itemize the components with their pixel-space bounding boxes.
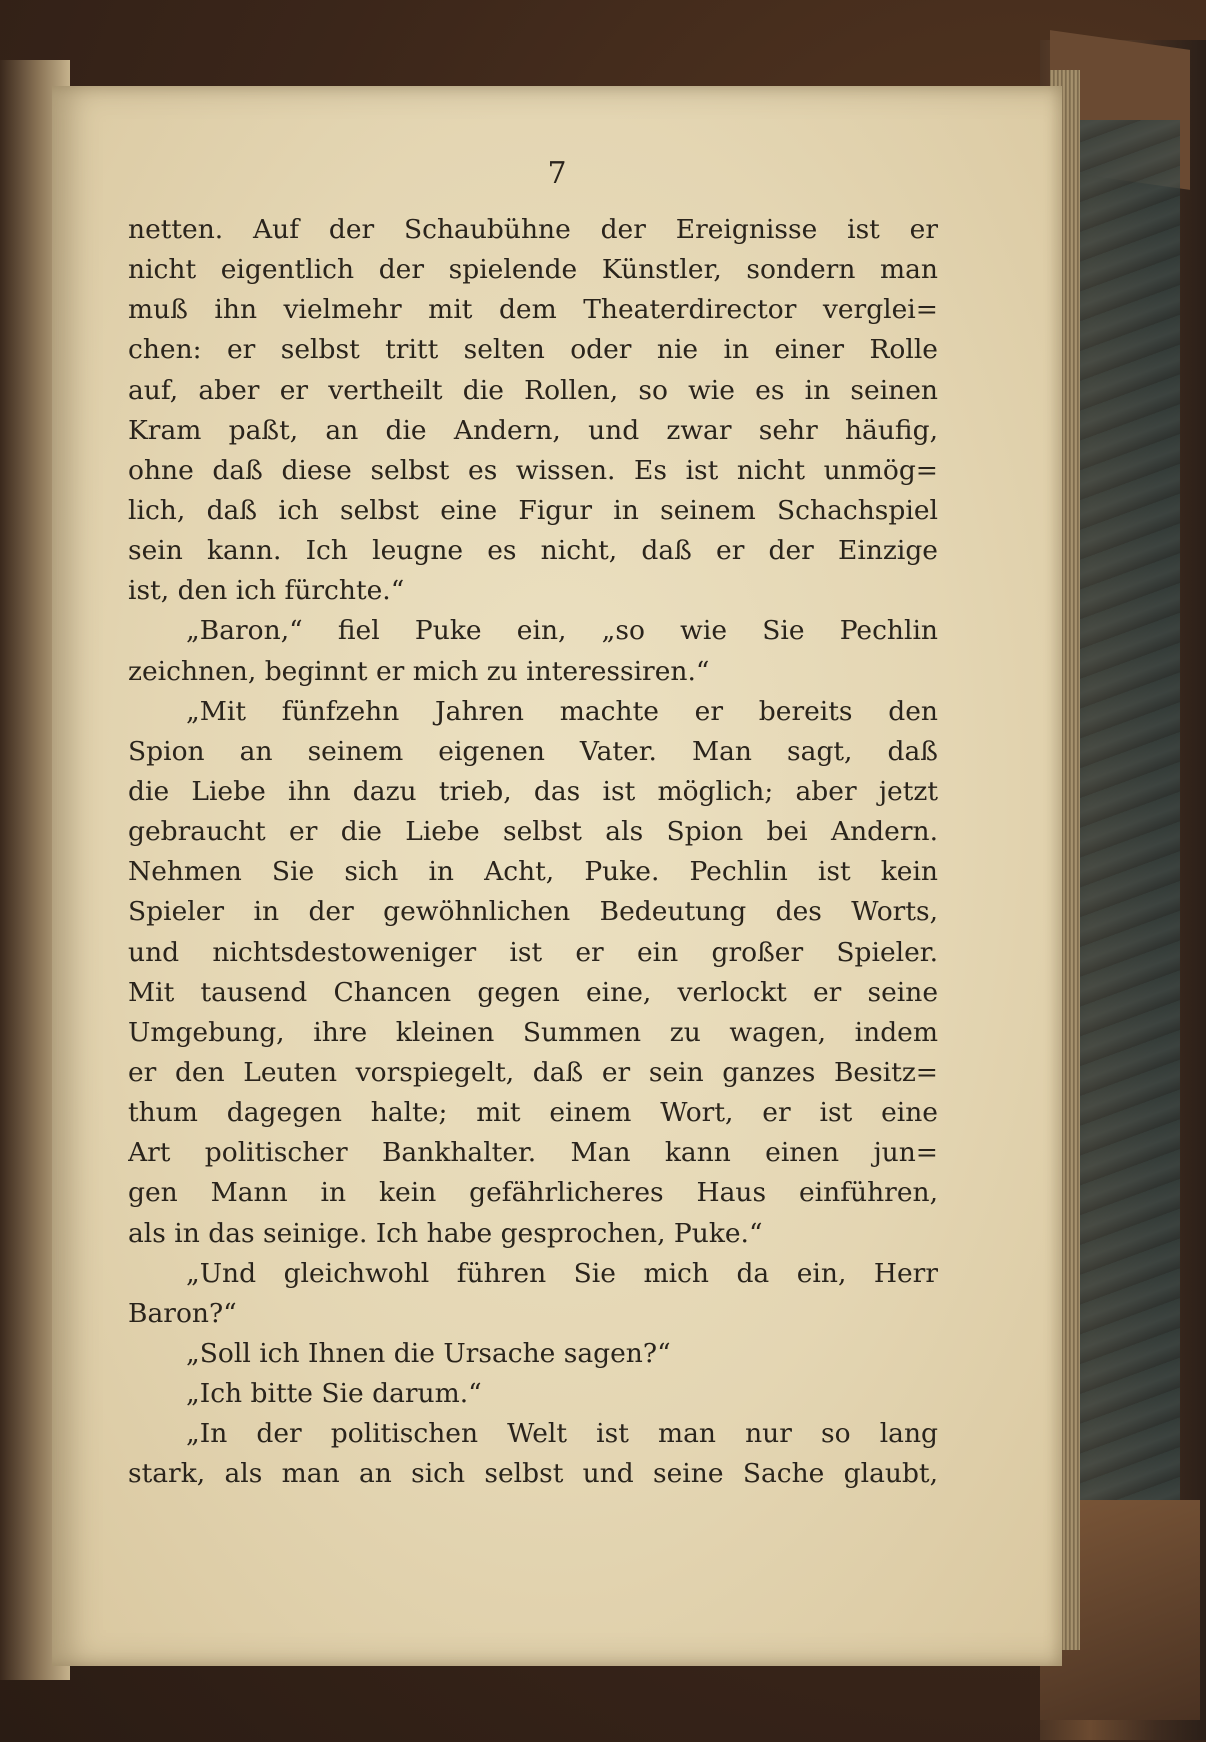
book-page [52,86,1062,1666]
text-line: Umgebung, ihre kleinen Summen zu wagen, indem [128,1016,938,1048]
text-line: Spion an seinem eigenen Vater. Man sagt, daß [128,735,938,767]
text-line: Art politischer Bankhalter. Man kann einen jun= [128,1137,938,1169]
text-line: „Und gleichwohl führen Sie mich da ein, Herr [186,1257,938,1289]
page-number: 7 [547,156,567,191]
text-line: gebraucht er die Liebe selbst als Spion bei Andern. [128,816,938,848]
text-line: „In der politischen Welt ist man nur so lang [186,1418,938,1450]
text-line: und nichtsdestoweniger ist er ein großer Spieler. [128,936,938,968]
text-line: als in das seinige. Ich habe gesprochen, Puke.“ [128,1217,763,1249]
text-line: gen Mann in kein gefährlicheres Haus einführen, [128,1177,938,1209]
text-line: Baron?“ [128,1297,237,1329]
text-line: zeichnen, beginnt er mich zu interessiren.“ [128,655,710,687]
text-line: muß ihn vielmehr mit dem Theaterdirector verglei= [128,294,938,326]
text-line: „Baron,“ fiel Puke ein, „so wie Sie Pechlin [186,615,938,647]
text-line: ist, den ich fürchte.“ [128,575,405,607]
text-line: lich, daß ich selbst eine Figur in seinem Schachspiel [128,494,938,526]
text-line: sein kann. Ich leugne es nicht, daß er der Einzige [128,535,938,567]
text-line: Kram paßt, an die Andern, und zwar sehr häufig, [128,414,938,446]
text-line: thum dagegen halte; mit einem Wort, er ist eine [128,1097,938,1129]
text-line: auf, aber er vertheilt die Rollen, so wie es in seinen [128,374,938,406]
text-line: er den Leuten vorspiegelt, daß er sein ganzes Besitz= [128,1056,938,1088]
text-line: nicht eigentlich der spielende Künstler, sondern man [128,254,938,286]
text-line: chen: er selbst tritt selten oder nie in einer Rolle [128,334,938,366]
text-line: Mit tausend Chancen gegen eine, verlockt er seine [128,976,938,1008]
body-text [128,210,938,1495]
text-line: Spieler in der gewöhnlichen Bedeutung des Worts, [128,896,938,928]
text-line: stark, als man an sich selbst und seine Sache glaubt, [128,1458,938,1490]
text-line: netten. Auf der Schaubühne der Ereignisse ist er [128,214,938,245]
text-line: „Ich bitte Sie darum.“ [186,1378,482,1410]
text-line: ohne daß diese selbst es wissen. Es ist nicht unmög= [128,454,938,486]
text-line: Nehmen Sie sich in Acht, Puke. Pechlin ist kein [128,856,938,888]
text-line: „Mit fünfzehn Jahren machte er bereits den [186,695,938,727]
text-line: die Liebe ihn dazu trieb, das ist möglich; aber jetzt [128,775,938,807]
text-line: „Soll ich Ihnen die Ursache sagen?“ [186,1337,671,1369]
